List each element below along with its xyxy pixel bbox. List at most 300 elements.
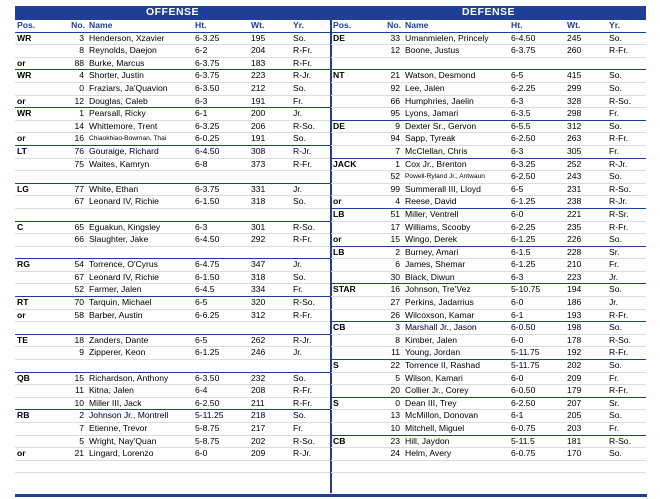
number-cell: 3 bbox=[383, 322, 403, 335]
player-name-cell: Mitchell, Miguel bbox=[403, 423, 509, 436]
number-cell: 27 bbox=[383, 297, 403, 310]
player-name-cell bbox=[87, 246, 193, 259]
position-cell bbox=[331, 309, 383, 322]
weight-cell: 223 bbox=[565, 271, 607, 284]
weight-cell: 191 bbox=[249, 95, 291, 108]
year-cell: So. bbox=[291, 32, 330, 45]
table-row bbox=[331, 410, 646, 423]
table-row bbox=[15, 397, 330, 410]
weight-cell: 238 bbox=[565, 196, 607, 209]
table-row bbox=[331, 234, 646, 247]
player-name-cell: Boone, Justus bbox=[403, 45, 509, 58]
position-cell bbox=[15, 234, 67, 247]
weight-cell: 200 bbox=[249, 108, 291, 121]
weight-cell: 245 bbox=[565, 32, 607, 45]
height-cell: 6-3.75 bbox=[509, 45, 565, 58]
position-cell bbox=[331, 297, 383, 310]
height-cell: 6-0.25 bbox=[193, 133, 249, 146]
weight-cell: 301 bbox=[249, 221, 291, 234]
position-cell: CB bbox=[331, 322, 383, 335]
player-name-cell: Powell-Ryland Jr., Antwaun bbox=[403, 171, 509, 184]
number-cell: 12 bbox=[67, 95, 87, 108]
offense-table bbox=[15, 6, 330, 473]
height-cell: 6-2.25 bbox=[509, 221, 565, 234]
position-cell bbox=[15, 397, 67, 410]
position-cell bbox=[15, 385, 67, 398]
height-cell: 5-11.75 bbox=[509, 360, 565, 373]
weight-cell: 226 bbox=[565, 234, 607, 247]
height-cell: 6-0.50 bbox=[509, 322, 565, 335]
year-cell: So. bbox=[291, 372, 330, 385]
height-cell bbox=[193, 460, 249, 473]
position-cell bbox=[331, 271, 383, 284]
table-row bbox=[15, 208, 330, 221]
player-name-cell: Wilson, Kamari bbox=[403, 372, 509, 385]
height-cell: 6-1 bbox=[193, 108, 249, 121]
position-cell bbox=[331, 145, 383, 158]
number-cell bbox=[67, 171, 87, 184]
weight-cell: 415 bbox=[565, 70, 607, 83]
height-cell: 6-3.25 bbox=[193, 120, 249, 133]
height-cell bbox=[193, 208, 249, 221]
player-name-cell: Leonard IV, Richie bbox=[87, 196, 193, 209]
height-cell: 6-4.50 bbox=[193, 234, 249, 247]
table-row bbox=[331, 208, 646, 221]
player-name-cell: Johnson Jr., Montrell bbox=[87, 410, 193, 423]
position-cell: LG bbox=[15, 183, 67, 196]
weight-cell: 179 bbox=[565, 385, 607, 398]
number-cell: 67 bbox=[67, 271, 87, 284]
weight-cell: 347 bbox=[249, 259, 291, 272]
table-row bbox=[331, 82, 646, 95]
year-cell: R-Fr. bbox=[291, 397, 330, 410]
position-cell bbox=[331, 183, 383, 196]
position-cell bbox=[331, 460, 383, 473]
weight-cell bbox=[249, 360, 291, 373]
position-cell: STAR bbox=[331, 284, 383, 297]
year-cell: R-Fr. bbox=[291, 385, 330, 398]
position-cell bbox=[15, 347, 67, 360]
table-row bbox=[331, 435, 646, 448]
table-row bbox=[331, 158, 646, 171]
player-name-cell: Dexter Sr., Gervon bbox=[403, 120, 509, 133]
position-cell bbox=[15, 158, 67, 171]
table-row bbox=[331, 322, 646, 335]
year-cell: R-So. bbox=[291, 435, 330, 448]
position-cell bbox=[15, 45, 67, 58]
player-name-cell: Kitna, Jalen bbox=[87, 385, 193, 398]
height-cell: 5-11.75 bbox=[509, 347, 565, 360]
defense-title: DEFENSE bbox=[331, 6, 646, 20]
height-cell: 6-3.50 bbox=[193, 82, 249, 95]
weight-cell: 202 bbox=[249, 435, 291, 448]
height-cell: 6-4.50 bbox=[193, 145, 249, 158]
number-cell: 54 bbox=[67, 259, 87, 272]
year-cell bbox=[291, 171, 330, 184]
table-row bbox=[15, 460, 330, 473]
height-cell: 6-3.75 bbox=[193, 57, 249, 70]
table-row bbox=[331, 347, 646, 360]
number-cell: 66 bbox=[383, 95, 403, 108]
number-cell bbox=[67, 360, 87, 373]
year-cell: R-So. bbox=[607, 334, 646, 347]
position-cell bbox=[15, 284, 67, 297]
height-cell: 5-8.75 bbox=[193, 423, 249, 436]
table-row bbox=[331, 397, 646, 410]
year-cell: Fr. bbox=[607, 145, 646, 158]
height-cell: 6-0 bbox=[509, 372, 565, 385]
position-cell bbox=[331, 259, 383, 272]
table-row bbox=[15, 360, 330, 373]
height-cell bbox=[193, 246, 249, 259]
player-name-cell bbox=[403, 460, 509, 473]
year-cell: Fr. bbox=[607, 108, 646, 121]
column-header-pos: Pos. bbox=[331, 20, 383, 33]
player-name-cell: Burke, Marcus bbox=[87, 57, 193, 70]
year-cell: R-Jr. bbox=[607, 196, 646, 209]
table-row bbox=[15, 385, 330, 398]
position-cell bbox=[331, 423, 383, 436]
table-row bbox=[331, 171, 646, 184]
position-cell: NT bbox=[331, 70, 383, 83]
position-cell bbox=[331, 133, 383, 146]
weight-cell: 299 bbox=[565, 82, 607, 95]
position-cell: WR bbox=[15, 70, 67, 83]
table-row bbox=[15, 334, 330, 347]
player-name-cell bbox=[87, 460, 193, 473]
number-cell: 18 bbox=[67, 334, 87, 347]
player-name-cell: Torrence, O'Cyrus bbox=[87, 259, 193, 272]
weight-cell: 170 bbox=[565, 448, 607, 461]
number-cell: 66 bbox=[67, 234, 87, 247]
height-cell bbox=[509, 57, 565, 70]
position-cell bbox=[331, 372, 383, 385]
position-cell bbox=[15, 435, 67, 448]
number-cell: 22 bbox=[383, 360, 403, 373]
year-cell: R-So. bbox=[607, 95, 646, 108]
year-cell: Sr. bbox=[607, 397, 646, 410]
height-cell: 5-10.75 bbox=[509, 284, 565, 297]
table-row bbox=[331, 133, 646, 146]
number-cell: 5 bbox=[67, 435, 87, 448]
player-name-cell: Sapp, Tyreak bbox=[403, 133, 509, 146]
height-cell: 6-2 bbox=[193, 45, 249, 58]
position-cell bbox=[15, 246, 67, 259]
weight-cell: 205 bbox=[565, 410, 607, 423]
player-name-cell bbox=[87, 208, 193, 221]
year-cell: R-Fr. bbox=[291, 309, 330, 322]
position-cell bbox=[331, 221, 383, 234]
column-header-weight: Wt. bbox=[565, 20, 607, 33]
player-name-cell: Leonard IV, Richie bbox=[87, 271, 193, 284]
year-cell: R-Jr. bbox=[607, 158, 646, 171]
year-cell: So. bbox=[607, 448, 646, 461]
height-cell: 6-1.5 bbox=[509, 246, 565, 259]
year-cell: R-Fr. bbox=[291, 45, 330, 58]
table-row bbox=[15, 347, 330, 360]
position-cell bbox=[331, 171, 383, 184]
table-row bbox=[15, 95, 330, 108]
number-cell: 26 bbox=[383, 309, 403, 322]
year-cell: Jr. bbox=[291, 183, 330, 196]
weight-cell: 373 bbox=[249, 158, 291, 171]
height-cell: 6-3.25 bbox=[509, 158, 565, 171]
height-cell: 6-2.50 bbox=[193, 397, 249, 410]
weight-cell bbox=[249, 246, 291, 259]
year-cell: Fr. bbox=[607, 423, 646, 436]
year-cell: R-Fr. bbox=[607, 309, 646, 322]
number-cell: 15 bbox=[67, 372, 87, 385]
number-cell: 67 bbox=[67, 196, 87, 209]
year-cell: R-So. bbox=[291, 297, 330, 310]
year-cell: R-Fr. bbox=[291, 57, 330, 70]
table-row bbox=[331, 145, 646, 158]
position-cell bbox=[15, 271, 67, 284]
number-cell: 51 bbox=[383, 208, 403, 221]
height-cell: 6-4.5 bbox=[193, 284, 249, 297]
column-header-name: Name bbox=[87, 20, 193, 33]
year-cell bbox=[607, 460, 646, 473]
position-cell: or bbox=[15, 448, 67, 461]
player-name-cell: Cox Jr., Brenton bbox=[403, 158, 509, 171]
position-cell bbox=[331, 95, 383, 108]
weight-cell: 318 bbox=[249, 271, 291, 284]
table-row bbox=[331, 259, 646, 272]
number-cell: 7 bbox=[67, 423, 87, 436]
number-cell: 2 bbox=[67, 410, 87, 423]
weight-cell: 212 bbox=[249, 82, 291, 95]
player-name-cell: Farmer, Jalen bbox=[87, 284, 193, 297]
number-cell: 9 bbox=[383, 120, 403, 133]
year-cell: R-Jr. bbox=[291, 70, 330, 83]
year-cell: So. bbox=[607, 171, 646, 184]
year-cell bbox=[291, 460, 330, 473]
weight-cell: 186 bbox=[565, 297, 607, 310]
number-cell bbox=[67, 246, 87, 259]
weight-cell: 252 bbox=[565, 158, 607, 171]
weight-cell: 228 bbox=[565, 246, 607, 259]
position-cell bbox=[15, 322, 67, 335]
number-cell: 11 bbox=[67, 385, 87, 398]
position-cell bbox=[15, 82, 67, 95]
year-cell: R-So. bbox=[607, 435, 646, 448]
table-row bbox=[15, 70, 330, 83]
table-row bbox=[331, 196, 646, 209]
weight-cell: 312 bbox=[565, 120, 607, 133]
height-cell: 5-11.5 bbox=[509, 435, 565, 448]
weight-cell: 223 bbox=[249, 70, 291, 83]
table-row bbox=[15, 435, 330, 448]
position-cell bbox=[331, 82, 383, 95]
height-cell bbox=[193, 171, 249, 184]
number-cell: 16 bbox=[383, 284, 403, 297]
year-cell: So. bbox=[291, 82, 330, 95]
player-name-cell: Johnson, Tre'Vez bbox=[403, 284, 509, 297]
table-row bbox=[15, 120, 330, 133]
position-cell: WR bbox=[15, 32, 67, 45]
number-cell: 12 bbox=[383, 45, 403, 58]
year-cell: So. bbox=[607, 284, 646, 297]
player-name-cell: Umanmielen, Princely bbox=[403, 32, 509, 45]
year-cell: Jr. bbox=[291, 108, 330, 121]
position-cell bbox=[331, 334, 383, 347]
weight-cell bbox=[249, 171, 291, 184]
number-cell: 30 bbox=[383, 271, 403, 284]
year-cell: R-So. bbox=[607, 183, 646, 196]
height-cell: 6-3 bbox=[193, 221, 249, 234]
height-cell: 5-11.25 bbox=[193, 410, 249, 423]
number-cell bbox=[67, 322, 87, 335]
height-cell: 6-1.25 bbox=[193, 347, 249, 360]
weight-cell bbox=[249, 460, 291, 473]
table-row bbox=[15, 171, 330, 184]
player-name-cell bbox=[87, 360, 193, 373]
table-row bbox=[331, 297, 646, 310]
table-row bbox=[15, 246, 330, 259]
position-cell bbox=[331, 385, 383, 398]
weight-cell: 221 bbox=[565, 208, 607, 221]
number-cell: 7 bbox=[383, 145, 403, 158]
player-name-cell: Dean III, Trey bbox=[403, 397, 509, 410]
weight-cell: 193 bbox=[565, 309, 607, 322]
player-name-cell: Miller, Ventrell bbox=[403, 208, 509, 221]
height-cell: 6-3.25 bbox=[193, 32, 249, 45]
position-cell bbox=[331, 448, 383, 461]
height-cell: 6-2.50 bbox=[509, 171, 565, 184]
weight-cell: 209 bbox=[565, 372, 607, 385]
number-cell: 21 bbox=[383, 70, 403, 83]
position-cell bbox=[331, 57, 383, 70]
number-cell: 21 bbox=[67, 448, 87, 461]
number-cell: 9 bbox=[67, 347, 87, 360]
weight-cell: 262 bbox=[249, 334, 291, 347]
year-cell: R-Jr. bbox=[291, 334, 330, 347]
height-cell bbox=[193, 360, 249, 373]
year-cell bbox=[607, 57, 646, 70]
height-cell bbox=[509, 460, 565, 473]
table-row bbox=[15, 448, 330, 461]
height-cell: 6-0.50 bbox=[509, 385, 565, 398]
number-cell: 8 bbox=[67, 45, 87, 58]
weight-cell bbox=[565, 57, 607, 70]
number-cell: 75 bbox=[67, 158, 87, 171]
position-cell: or bbox=[331, 234, 383, 247]
table-row bbox=[15, 32, 330, 45]
number-cell: 95 bbox=[383, 108, 403, 121]
player-name-cell: Richardson, Anthony bbox=[87, 372, 193, 385]
position-cell: or bbox=[15, 95, 67, 108]
table-row bbox=[331, 372, 646, 385]
player-name-cell: Collier Jr., Corey bbox=[403, 385, 509, 398]
weight-cell: 318 bbox=[249, 196, 291, 209]
weight-cell: 203 bbox=[565, 423, 607, 436]
table-row bbox=[15, 322, 330, 335]
year-cell bbox=[291, 322, 330, 335]
weight-cell: 209 bbox=[249, 448, 291, 461]
weight-cell: 192 bbox=[565, 347, 607, 360]
number-cell: 5 bbox=[383, 372, 403, 385]
player-name-cell: Summerall III, Lloyd bbox=[403, 183, 509, 196]
table-row bbox=[15, 284, 330, 297]
weight-cell: 195 bbox=[249, 32, 291, 45]
position-cell bbox=[331, 410, 383, 423]
table-row bbox=[15, 158, 330, 171]
position-cell: WR bbox=[15, 108, 67, 121]
position-cell: S bbox=[331, 397, 383, 410]
number-cell: 17 bbox=[383, 221, 403, 234]
weight-cell: 194 bbox=[565, 284, 607, 297]
number-cell: 10 bbox=[383, 423, 403, 436]
weight-cell: 246 bbox=[249, 347, 291, 360]
defense-table bbox=[331, 6, 646, 473]
number-cell: 3 bbox=[67, 32, 87, 45]
player-name-cell: Young, Jordan bbox=[403, 347, 509, 360]
column-header-year: Yr. bbox=[607, 20, 646, 33]
weight-cell bbox=[565, 460, 607, 473]
number-cell: 1 bbox=[67, 108, 87, 121]
player-name-cell: Tarquin, Michael bbox=[87, 297, 193, 310]
weight-cell: 308 bbox=[249, 145, 291, 158]
year-cell: Jr. bbox=[291, 259, 330, 272]
year-cell: Fr. bbox=[291, 423, 330, 436]
number-cell: 23 bbox=[383, 435, 403, 448]
position-cell: LB bbox=[331, 246, 383, 259]
column-header-weight: Wt. bbox=[249, 20, 291, 33]
player-name-cell: Pearsall, Ricky bbox=[87, 108, 193, 121]
position-cell bbox=[331, 347, 383, 360]
position-cell: LB bbox=[331, 208, 383, 221]
height-cell: 6-4 bbox=[193, 385, 249, 398]
number-cell: 76 bbox=[67, 145, 87, 158]
height-cell: 6-4.75 bbox=[193, 259, 249, 272]
player-name-cell: Reynolds, Daejon bbox=[87, 45, 193, 58]
height-cell: 6-3 bbox=[509, 145, 565, 158]
year-cell: R-So. bbox=[291, 221, 330, 234]
position-cell: DE bbox=[331, 120, 383, 133]
table-row bbox=[15, 133, 330, 146]
player-name-cell: Torrence II, Rashad bbox=[403, 360, 509, 373]
position-cell: S bbox=[331, 360, 383, 373]
number-cell: 94 bbox=[383, 133, 403, 146]
table-row bbox=[331, 70, 646, 83]
year-cell: So. bbox=[607, 32, 646, 45]
player-name-cell: Wright, Nay'Quan bbox=[87, 435, 193, 448]
player-name-cell: Burney, Amari bbox=[403, 246, 509, 259]
number-cell: 6 bbox=[383, 259, 403, 272]
number-cell: 52 bbox=[383, 171, 403, 184]
position-cell bbox=[15, 360, 67, 373]
player-name-cell bbox=[403, 57, 509, 70]
number-cell bbox=[383, 460, 403, 473]
height-cell: 6-3.50 bbox=[193, 372, 249, 385]
player-name-cell: McMillon, Donovan bbox=[403, 410, 509, 423]
year-cell: R-Jr. bbox=[291, 448, 330, 461]
player-name-cell: Perkins, Jadarrius bbox=[403, 297, 509, 310]
player-name-cell: Eguakun, Kingsley bbox=[87, 221, 193, 234]
player-name-cell bbox=[87, 322, 193, 335]
position-cell: DE bbox=[331, 32, 383, 45]
year-cell: So. bbox=[607, 410, 646, 423]
weight-cell: 320 bbox=[249, 297, 291, 310]
position-cell: or bbox=[331, 196, 383, 209]
year-cell: So. bbox=[291, 133, 330, 146]
year-cell: R-Fr. bbox=[607, 133, 646, 146]
year-cell: R-Fr. bbox=[291, 234, 330, 247]
height-cell: 6-2.25 bbox=[509, 82, 565, 95]
year-cell: Jr. bbox=[607, 297, 646, 310]
position-cell bbox=[15, 120, 67, 133]
table-row bbox=[15, 196, 330, 209]
